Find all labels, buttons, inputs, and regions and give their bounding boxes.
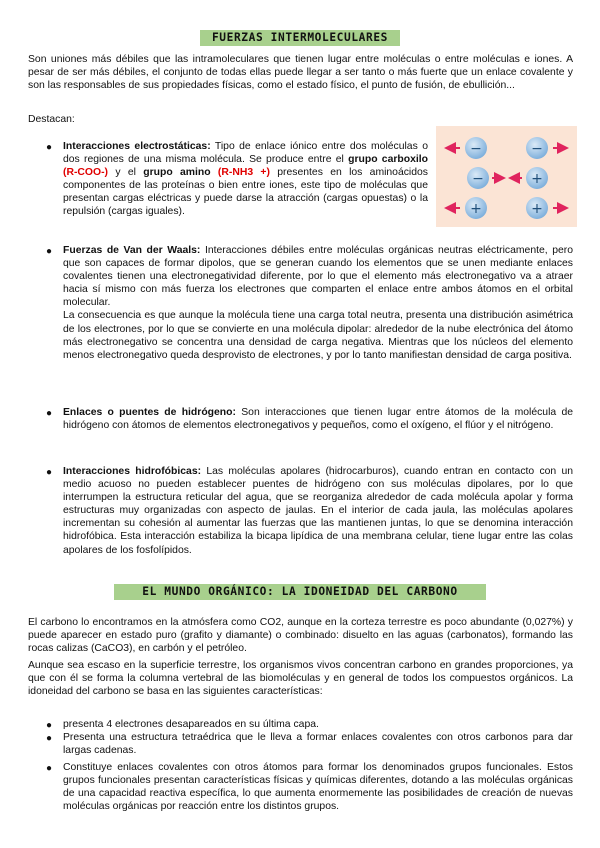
carbon-paragraph-2: Aunque sea escaso en la superficie terrestre, los organismos vivos concentran carbono en grandes proporciones, ya que con él se forma la columna vertebral de las biomoléculas y en general de todos los compuestos orgánicos. La idoneidad del carbono se basa en las siguientes características: <box>28 660 573 698</box>
list-item-van-der-waals: Fuerzas de Van der Waals: Interacciones débiles entre moléculas orgánicas neutras eléctricamente, pero que son capaces de formar dipolos, que se generan cuando los elementos que se unen mediante enlaces covalentes tienen una electronegatividad diferente, por lo que el elemento más electronegativo va a atraer hacia sí mismo con más fuerza los electrones que comparten el enlace entre ambos átomos en el orbital molecular. La consecuencia es que aunque la molécula tiene una carga total neutra, presenta una distribución asimétrica de los electrones, por lo que se convierte en una molécula dipolar: alrededor de la nube electrónica del átomo más electronegativo se concentra una densidad de carga negativa. Mientras que los núcleos del elemento menos electronegativo queda desprovisto de electrones, y por lo tanto manifiestan densidad de carga positiva. <box>63 245 574 361</box>
plus-sign: + <box>470 201 482 217</box>
carbon-list-item: Constituye enlaces covalentes con otros átomos para formar los denominados grupos funcionales. Estos grupos funcionales presentan características físicas y químicas diferentes, dotando a las moléculas orgánicas de una capacidad reactiva específica, lo que aumenta enormemente las posibilidades de creación de nuevas moléculas orgánicas por reacción entre los distintos grupos. <box>63 762 573 813</box>
minus-sign: − <box>470 141 482 157</box>
bullet: ● <box>46 467 53 478</box>
carbon-list-item: Presenta una estructura tetraédrica que le lleva a formar enlaces covalentes con otros carbonos para dar largas cadenas. <box>63 732 573 757</box>
charge-interaction-diagram <box>436 126 577 227</box>
item-continuation: La consecuencia es que aunque la molécula tiene una carga total neutra, presenta una distribución asimétrica de los electrones, por lo que se convierte en una molécula dipolar: alrededor de la nube electrónica del átomo más electronegativo se concentra una densidad de carga negativa. Mientras que los núcleos del elemento menos electronegativo queda desprovisto de electrones, y por lo tanto manifiestan densidad de carga positiva. <box>63 310 573 361</box>
bullet: ● <box>46 733 53 744</box>
plus-sign: + <box>531 201 543 217</box>
item-title: Fuerzas de Van der Waals: <box>63 245 201 256</box>
bullet: ● <box>46 142 53 153</box>
minus-sign: − <box>531 141 543 157</box>
list-item-hydrophobic: Interacciones hidrofóbicas: Las moléculas apolares (hidrocarburos), cuando entran en contacto con un medio acuoso no pueden establecer puentes de hidrógeno con sus moléculas dipolares, por lo que interrumpen la estructura reticular del agua, que se reorganiza alrededor de cada molécula apolar y forma estructuras muy organizadas con aspecto de jaulas. En el interior de cada jaula, las moléculas apolares incrementan su cohesión al aumentar las fuerzas que las mantienen juntas, lo que se denomina interacción hidrofóbica. Esta interacción estabiliza la bicapa lipídica de una membrana celular, tiene lugar entre las colas apolares de los fosfolípidos. <box>63 466 574 556</box>
item-title: Interacciones hidrofóbicas: <box>63 466 202 477</box>
minus-sign: − <box>472 171 484 187</box>
list-item-hydrogen-bonds: Enlaces o puentes de hidrógeno: Son interacciones que tienen lugar entre átomos de la molécula de hidrógeno con átomos de elementos electronegativos y pequeños, como el oxígeno, el flúor y el nitrógeno. <box>63 407 573 432</box>
carbon-list-item: presenta 4 electrones desapareados en su última capa. <box>63 719 319 730</box>
charge-diagram-svg <box>436 126 577 227</box>
bullet: ● <box>46 763 53 774</box>
item-title: Enlaces o puentes de hidrógeno: <box>63 407 236 418</box>
intro-paragraph: Son uniones más débiles que las intramoleculares que tienen lugar entre moléculas o entre moléculas e iones. A pesar de ser más débiles, el conjunto de todas ellas puede llegar a ser tanto o más fuerte que un enlace covalente y son las responsables de sus propiedades físicas, como el estado físico, el punto de fusión, de ebullición... <box>28 54 573 92</box>
bullet: ● <box>46 246 53 257</box>
section-heading-fuerzas: FUERZAS INTERMOLECULARES <box>200 30 400 46</box>
bullet: ● <box>46 720 53 731</box>
destacan-label: Destacan: <box>28 114 75 125</box>
list-item-electrostatic: Interacciones electrostáticas: Tipo de enlace iónico entre dos moléculas o dos regiones de una misma molécula. Se produce entre el grupo carboxilo (R-COO-) y el grupo amino (R-NH3 +) presentes en los aminoácidos componentes de las proteínas o bien entre iones, este tipo de moléculas que presentan cargas eléctricas y puede darse la atracción (cargas opuestas) o la repulsión (cargas iguales). <box>63 141 429 218</box>
item-title: Interacciones electrostáticas: <box>63 141 211 152</box>
formula-carboxyl: (R-COO-) <box>63 167 109 179</box>
plus-sign: + <box>531 171 543 187</box>
section-heading-carbono: EL MUNDO ORGÁNICO: LA IDONEIDAD DEL CARBONO <box>114 584 486 600</box>
carbon-paragraph-1: El carbono lo encontramos en la atmósfera como CO2, aunque en la corteza terrestre es poco abundante (0,027%) y puede aparecer en estado puro (grafito y diamante) o combinado: disuelto en las aguas (carbonatos), formando las rocas calizas (CaCO3), en carbón y el petróleo. <box>28 617 573 655</box>
bullet: ● <box>46 408 53 419</box>
formula-amino: (R-NH3 +) <box>217 167 270 179</box>
